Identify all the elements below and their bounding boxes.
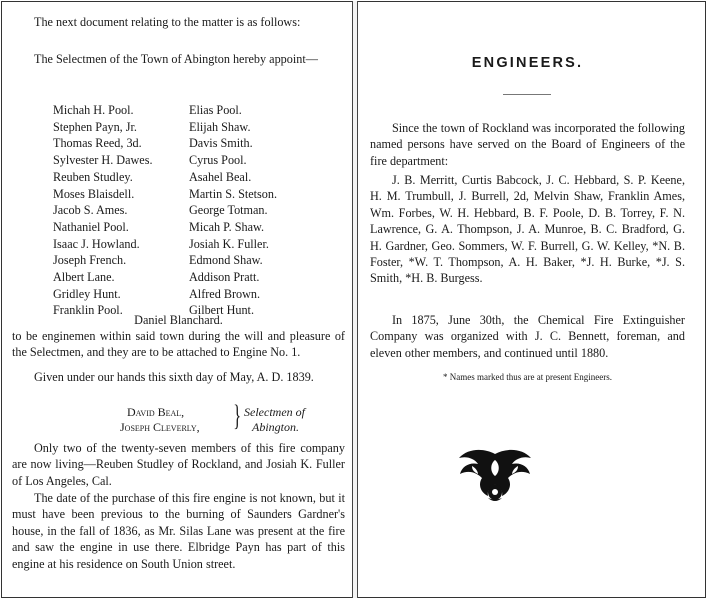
enginemen-name: Michah H. Pool.: [53, 103, 134, 117]
given-paragraph: Given under our hands this sixth day of May, A. D. 1839.: [34, 370, 314, 384]
left-page: [12, 0, 345, 598]
enginemen-name: Alfred Brown.: [189, 286, 261, 301]
enginemen-name: Josiah K. Fuller.: [189, 236, 269, 251]
signer-david-beal: David Beal,: [127, 405, 185, 419]
enginemen-name: Franklin Pool.: [53, 303, 123, 318]
enginemen-name: Isaac J. Howland.: [53, 236, 140, 251]
right-page: [370, 0, 685, 598]
enginemen-name: Elijah Shaw.: [189, 119, 251, 134]
appointment-paragraph: The Selectmen of the Town of Abington hereby appoint—: [34, 52, 318, 66]
enginemen-name: Elias Pool.: [189, 103, 242, 117]
signer-joseph-cleverly: Joseph Cleverly,: [120, 420, 200, 434]
enginemen-name: Thomas Reed, 3d.: [53, 136, 142, 151]
enginemen-name: Micah P. Shaw.: [189, 219, 265, 234]
engineers-intro-paragraph: Since the town of Rockland was incorporated the following named persons have served on the Board of Engineers of the fire department:: [370, 121, 685, 168]
enginemen-name: Moses Blaisdell.: [53, 186, 135, 201]
enginemen-name: Addison Pratt.: [189, 270, 260, 285]
enginemen-name: Cyrus Pool.: [189, 153, 247, 168]
engineers-heading: ENGINEERS.: [471, 55, 584, 71]
floral-ornament-icon: [454, 446, 536, 502]
enginemen-name: Martin S. Stetson.: [189, 186, 278, 201]
enginemen-name: Joseph French.: [53, 253, 127, 268]
selectmen-town: Abington.: [252, 420, 299, 434]
enginemen-name: George Totman.: [189, 203, 268, 218]
enginemen-name: Edmond Shaw.: [189, 253, 263, 268]
chemical-company-paragraph: In 1875, June 30th, the Chemical Fire Extinguisher Company was organized with J. C. Bennett, foreman, and eleven other members, and continued until 1880.: [370, 313, 685, 360]
survivors-paragraph: Only two of the twenty-seven members of this fire company are now living—Reuben Studley of Rockland, and Josiah K. Fuller of Los Angeles, Cal.: [12, 441, 345, 488]
heading-rule: [503, 94, 551, 95]
engine-assignment-paragraph: to be enginemen within said town during the will and pleasure of the Selectmen, and they are to be attached to Engine No. 1.: [12, 329, 345, 360]
intro-paragraph: The next document relating to the matter is as follows:: [34, 15, 301, 29]
engineers-list-paragraph: J. B. Merritt, Curtis Babcock, J. C. Hebbard, S. P. Keene, H. M. Trumbull, J. Burrell, 2d, Melvin Shaw, Franklin Ames, Wm. Forbes, W. H. Hebbard, B. F. Poole, D. B. Torrey, F. N. Lawrence, G. A. Thompson, J. A. Munroe, B. C. Bradford, G. H. Gardner, Geo. Sommers, W. F. Burrell, G. W. Kelley, *N. B. Foster, *W. T. Thompson, A. H. Baker, *J. H. Burke, *J. S. Smith, *H. B. Burgess.: [370, 173, 685, 286]
enginemen-name: Asahel Beal.: [189, 169, 252, 184]
selectmen-title: Selectmen of: [244, 405, 305, 419]
last-enginemen-name: Daniel Blanchard.: [134, 313, 223, 327]
purchase-date-paragraph: The date of the purchase of this fire engine is not known, but it must have been previous to the burning of Saunders Gardner's house, in the fall of 1836, as Mr. Silas Lane was present at the fire and saw the engine in use there. Elbridge Payn has part of this engine at his residence on South Union street.: [12, 491, 345, 571]
enginemen-name: Jacob S. Ames.: [53, 203, 128, 218]
enginemen-name: Reuben Studley.: [53, 169, 133, 184]
enginemen-name: Davis Smith.: [189, 136, 253, 151]
signature-brace: }: [233, 399, 242, 432]
signature-block: [12, 399, 345, 437]
enginemen-name: Gilbert Hunt.: [189, 303, 254, 318]
enginemen-name: Sylvester H. Dawes.: [53, 153, 153, 168]
enginemen-name: Gridley Hunt.: [53, 286, 121, 301]
footnote: * Names marked thus are at present Engineers.: [443, 372, 612, 382]
enginemen-name: Nathaniel Pool.: [53, 219, 129, 234]
enginemen-name: Albert Lane.: [53, 270, 115, 285]
enginemen-list: [12, 102, 386, 319]
enginemen-name: Stephen Payn, Jr.: [53, 119, 137, 134]
